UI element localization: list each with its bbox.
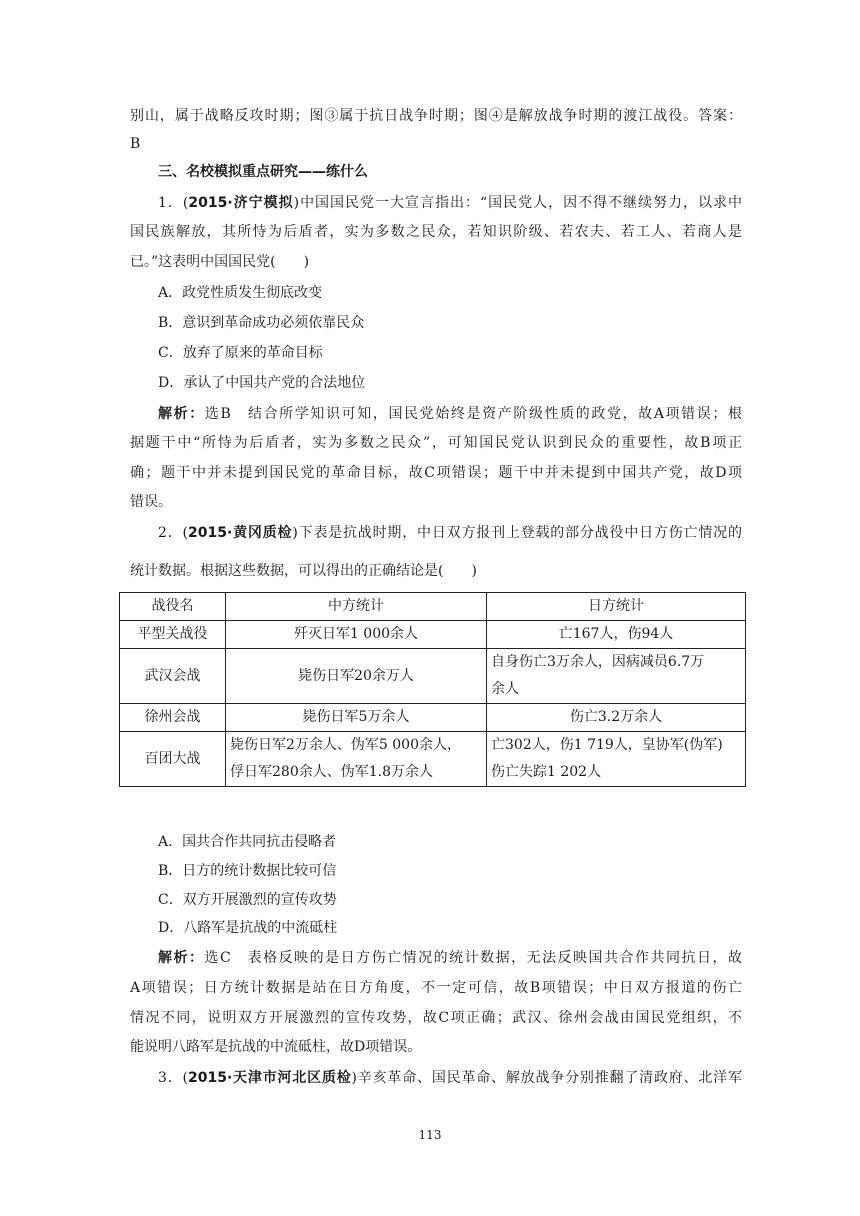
q1-number: 1．( bbox=[158, 195, 189, 211]
casualty-table bbox=[119, 592, 746, 787]
q2-stem-line-1 bbox=[158, 523, 742, 543]
battle-cell: 百团大战 bbox=[120, 732, 226, 787]
q2-stem-line-2: 统计数据。根据这些数据，可以得出的正确结论是( ) bbox=[130, 563, 477, 579]
q2-option-c: C．双方开展激烈的宣传攻势 bbox=[158, 892, 337, 908]
q2-analysis-line-1: 解析：选C 表格反映的是日方伤亡情况的统计数据，无法反映国共合作共同抗日，故 bbox=[158, 950, 742, 966]
header-battle: 战役名 bbox=[120, 593, 226, 621]
q1-stem-line-3: 已。”这表明中国国民党( ) bbox=[130, 254, 310, 270]
q1-stem-line-2: 国民族解放，其所恃为后盾者，实为多数之民众，若知识阶级、若农夫、若工人、若商人是 bbox=[130, 224, 742, 240]
q1-stem-line-1 bbox=[158, 193, 742, 213]
q2-text-1: )下表是抗战时期，中日双方报刊上登载的部分战役中日方伤亡情况的 bbox=[292, 525, 742, 541]
jp-stat-cell: 亡167人，伤94人 bbox=[487, 621, 746, 649]
jp-stat-cell: 伤亡3.2万余人 bbox=[487, 704, 746, 732]
page-number: 113 bbox=[418, 1128, 442, 1142]
q3-number: 3．( bbox=[158, 1070, 188, 1086]
q2-option-d: D．八路军是抗战的中流砥柱 bbox=[158, 920, 338, 936]
q1-option-d: D．承认了中国共产党的合法地位 bbox=[158, 375, 366, 391]
q2-analysis-label: 解析： bbox=[158, 950, 205, 966]
jp-stat-cell: 自身伤亡3万余人，因病减员6.7万 余人 bbox=[487, 649, 746, 704]
table-row bbox=[120, 704, 746, 732]
q1-source: 2015·济宁模拟 bbox=[188, 195, 294, 211]
q1-option-a: A．政党性质发生彻底改变 bbox=[158, 285, 323, 301]
header-chinese-stats: 中方统计 bbox=[226, 593, 487, 621]
q1-analysis-line-3: 确；题干中并未提到国民党的革命目标，故C项错误；题干中并未提到中国共产党，故D项 bbox=[130, 465, 742, 481]
q2-option-a: A．国共合作共同抗击侵略者 bbox=[158, 834, 337, 850]
q1-analysis-line-1: 解析：选B 结合所学知识可知，国民党始终是资产阶级性质的政党，故A项错误；根 bbox=[158, 406, 742, 422]
jp-stat-cell: 亡302人，伤1 719人，皇协军(伪军) 伤亡失踪1 202人 bbox=[487, 732, 746, 787]
cn-stat-cell: 毙伤日军20余万人 bbox=[226, 649, 487, 704]
q2-analysis-line-3: 情况不同，说明双方开展激烈的宣传攻势，故C项正确；武汉、徐州会战由国民党组织，不 bbox=[130, 1010, 742, 1026]
q2-source: 2015·黄冈质检 bbox=[187, 525, 293, 541]
q3-stem-line-1 bbox=[158, 1068, 742, 1088]
table-row bbox=[120, 621, 746, 649]
header-japanese-stats: 日方统计 bbox=[487, 593, 746, 621]
table-header-row bbox=[120, 593, 746, 621]
q1-analysis-label: 解析： bbox=[158, 406, 205, 422]
q1-text-1: )中国国民党一大宣言指出：“国民党人，因不得不继续努力，以求中 bbox=[293, 195, 742, 211]
q1-option-c: C．放弃了原来的革命目标 bbox=[158, 345, 323, 361]
q3-text-1: )辛亥革命、国民革命、解放战争分别推翻了清政府、北洋军 bbox=[351, 1070, 742, 1086]
q2-analysis-line-4: 能说明八路军是抗战的中流砥柱，故D项错误。 bbox=[130, 1039, 422, 1055]
battle-cell: 平型关战役 bbox=[120, 621, 226, 649]
battle-cell: 武汉会战 bbox=[120, 649, 226, 704]
cn-stat-cell: 毙伤日军5万余人 bbox=[226, 704, 487, 732]
cn-stat-cell: 歼灭日军1 000余人 bbox=[226, 621, 487, 649]
q3-source: 2015·天津市河北区质检 bbox=[187, 1070, 352, 1086]
q2-analysis-line-2: A项错误；日方统计数据是站在日方角度，不一定可信，故B项错误；中日双方报道的伤亡 bbox=[130, 980, 742, 996]
q1-option-b: B．意识到革命成功必须依靠民众 bbox=[158, 315, 365, 331]
q1-analysis-line-4: 错误。 bbox=[130, 494, 172, 510]
intro-line-2: B bbox=[130, 136, 141, 152]
q1-analysis-line-2: 据题干中“所恃为后盾者，实为多数之民众”，可知国民党认识到民众的重要性，故B项正 bbox=[130, 435, 742, 451]
table-row bbox=[120, 732, 746, 787]
intro-line-1: 别山，属于战略反攻时期；图③属于抗日战争时期；图④是解放战争时期的渡江战役。答案： bbox=[130, 108, 742, 124]
cn-stat-cell: 毙伤日军2万余人、伪军5 000余人， 俘日军280余人、伪军1.8万余人 bbox=[226, 732, 487, 787]
section-heading: 三、名校模拟重点研究——练什么 bbox=[158, 164, 368, 180]
q2-option-b: B．日方的统计数据比较可信 bbox=[158, 863, 337, 879]
battle-cell: 徐州会战 bbox=[120, 704, 226, 732]
table-row bbox=[120, 649, 746, 704]
q2-number: 2．( bbox=[158, 525, 188, 541]
